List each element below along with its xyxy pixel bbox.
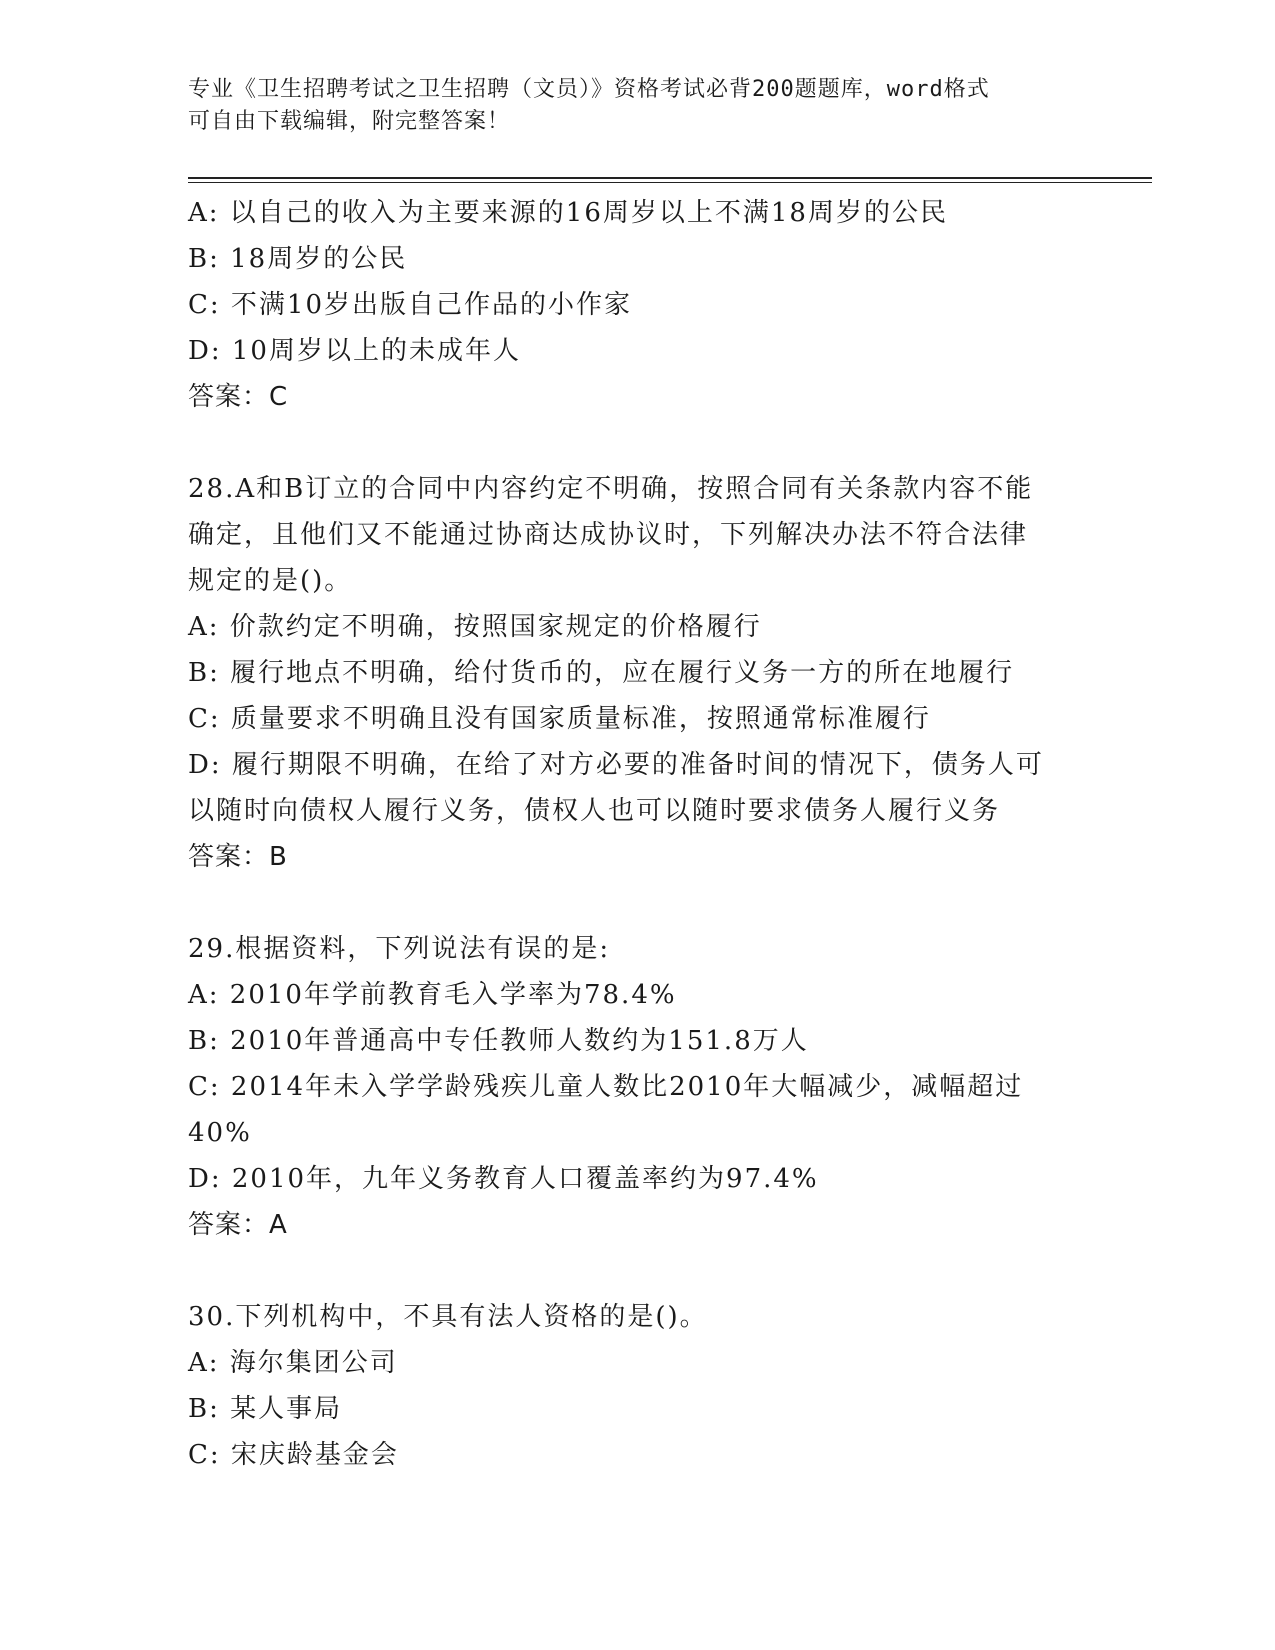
question-30-stem: 30.下列机构中，不具有法人资格的是()。 (188, 1302, 708, 1332)
document-header (188, 74, 1088, 138)
header-line-1: 专业《卫生招聘考试之卫生招聘（文员）》资格考试必背200题题库，word格式 (188, 77, 990, 102)
question-27-option-a: A: 以自己的收入为主要来源的16周岁以上不满18周岁的公民 (188, 198, 948, 228)
question-28-option-d-line-1: D: 履行期限不明确，在给了对方必要的准备时间的情况下，债务人可 (188, 750, 1044, 780)
question-29-option-b: B: 2010年普通高中专任教师人数约为151.8万人 (188, 1026, 809, 1056)
question-29-block (188, 926, 1088, 1248)
question-29-answer: 答案：A (188, 1210, 288, 1240)
question-27-answer: 答案：C (188, 382, 289, 412)
header-divider-thin (188, 182, 1152, 183)
question-28-stem-line-1: 28.A和B订立的合同中内容约定不明确，按照合同有关条款内容不能 (188, 474, 1034, 504)
header-line-2: 可自由下载编辑，附完整答案！ (188, 109, 511, 134)
question-28-option-d-line-2: 以随时向债权人履行义务，债权人也可以随时要求债务人履行义务 (188, 796, 1001, 826)
question-27-option-c: C: 不满10岁出版自己作品的小作家 (188, 290, 633, 320)
question-28-stem-line-3: 规定的是()。 (188, 566, 353, 596)
question-28-option-b: B: 履行地点不明确，给付货币的，应在履行义务一方的所在地履行 (188, 658, 1015, 688)
question-30-block (188, 1294, 1088, 1478)
question-28-block (188, 466, 1088, 880)
question-29-stem: 29.根据资料，下列说法有误的是: (188, 934, 611, 964)
question-28-option-a: A: 价款约定不明确，按照国家规定的价格履行 (188, 612, 762, 642)
question-28-option-c: C: 质量要求不明确且没有国家质量标准，按照通常标准履行 (188, 704, 931, 734)
spacer (188, 880, 1088, 926)
spacer (188, 1248, 1088, 1294)
spacer (188, 420, 1088, 466)
question-30-option-b: B: 某人事局 (188, 1394, 343, 1424)
question-29-option-c-line-1: C: 2014年未入学学龄残疾儿童人数比2010年大幅减少，减幅超过 (188, 1072, 1024, 1102)
question-29-option-c-line-2: 40% (188, 1118, 252, 1148)
question-27-block (188, 190, 1088, 420)
question-list (188, 190, 1088, 1478)
header-divider-thick (188, 177, 1152, 179)
question-30-option-c: C: 宋庆龄基金会 (188, 1440, 399, 1470)
question-29-option-d: D: 2010年，九年义务教育人口覆盖率约为97.4% (188, 1164, 819, 1194)
question-28-answer: 答案：B (188, 842, 288, 872)
question-29-option-a: A: 2010年学前教育毛入学率为78.4% (188, 980, 677, 1010)
question-30-option-a: A: 海尔集团公司 (188, 1348, 398, 1378)
question-27-option-b: B: 18周岁的公民 (188, 244, 408, 274)
question-28-stem-line-2: 确定，且他们又不能通过协商达成协议时，下列解决办法不符合法律 (188, 520, 1029, 550)
question-27-option-d: D: 10周岁以上的未成年人 (188, 336, 521, 366)
